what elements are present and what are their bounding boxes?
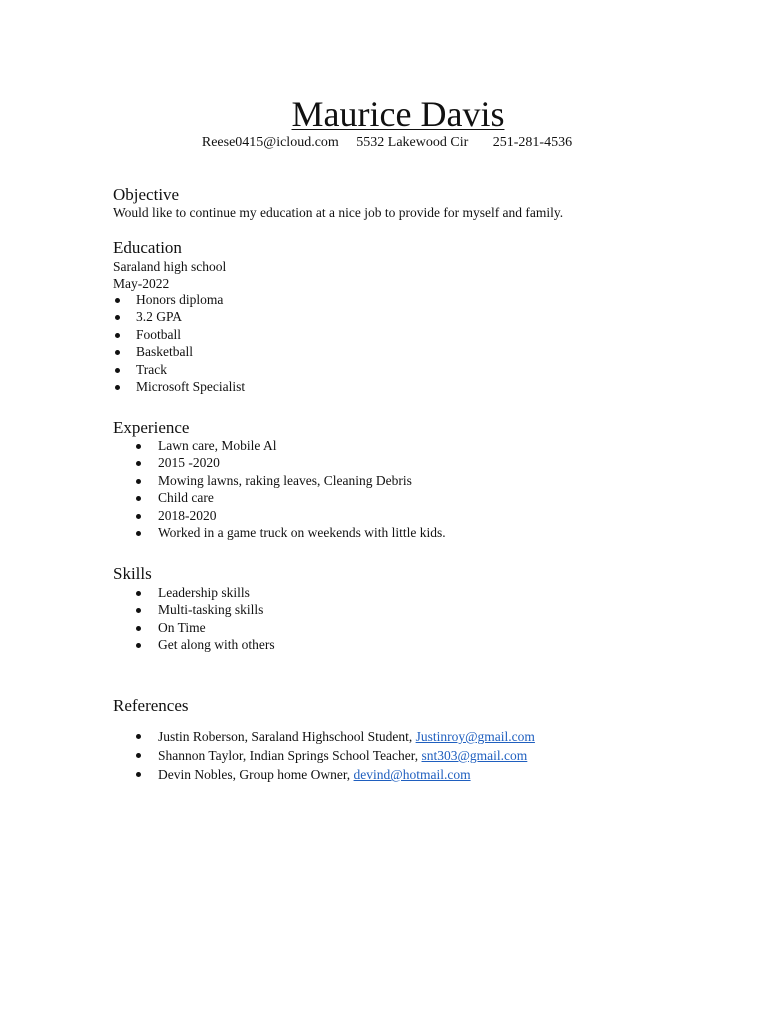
reference-text: Shannon Taylor, Indian Springs School Teacher, — [158, 748, 422, 763]
list-item — [136, 361, 245, 378]
education-date: May-2022 — [113, 276, 170, 291]
list-item — [158, 765, 535, 784]
skills-heading: Skills — [113, 564, 152, 583]
references-list — [158, 727, 535, 784]
bullet-icon — [115, 385, 120, 390]
list-item-text: Lawn care, Mobile Al — [158, 438, 277, 453]
reference-text: Devin Nobles, Group home Owner, — [158, 767, 354, 782]
list-item-text: On Time — [158, 619, 206, 635]
list-item — [136, 291, 245, 308]
bullet-icon — [115, 315, 120, 320]
reference-text: Justin Roberson, Saraland Highschool Student, — [158, 729, 416, 744]
list-item-text: Honors diploma — [136, 292, 224, 307]
list-item-text: Leadership skills — [158, 585, 250, 600]
bullet-icon — [136, 591, 141, 596]
bullet-icon — [136, 772, 141, 777]
list-item — [158, 584, 275, 601]
list-item — [158, 489, 446, 506]
list-item-text: Get along with others — [158, 637, 275, 653]
bullet-icon — [136, 531, 141, 536]
bullet-icon — [115, 350, 120, 355]
list-item-text: Mowing lawns, raking leaves, Cleaning Debris — [158, 472, 412, 488]
bullet-icon — [136, 496, 141, 501]
skills-list — [158, 584, 275, 654]
objective-text: Would like to continue my education at a nice job to provide for myself and family. — [113, 205, 564, 220]
references-heading: References — [113, 696, 189, 715]
list-item — [136, 378, 245, 395]
bullet-icon — [115, 298, 120, 303]
reference-email-link[interactable]: Justinroy@gmail.com — [415, 729, 535, 744]
list-item — [158, 601, 275, 618]
resume-name: Maurice Davis — [291, 94, 505, 134]
contact-line: Reese0415@icloud.com 5532 Lakewood Cir 251-281-4536 — [201, 135, 573, 150]
list-item-text: Microsoft Specialist — [136, 378, 246, 394]
reference-email-link[interactable]: devind@hotmail.com — [353, 767, 471, 782]
list-item — [158, 472, 446, 489]
list-item — [158, 727, 535, 746]
list-item-text: 2018-2020 — [158, 507, 217, 523]
bullet-icon — [136, 444, 141, 449]
bullet-icon — [136, 753, 141, 758]
bullet-icon — [136, 461, 141, 466]
list-item — [136, 343, 245, 360]
experience-list — [158, 437, 446, 541]
list-item-text: Multi-tasking skills — [158, 602, 264, 618]
list-item-text: Basketball — [136, 344, 193, 360]
bullet-icon — [115, 368, 120, 373]
list-item — [158, 619, 275, 636]
bullet-icon — [136, 608, 141, 613]
list-item-text: Football — [136, 326, 182, 342]
list-item — [158, 636, 275, 653]
list-item — [158, 437, 446, 454]
list-item — [136, 308, 245, 325]
list-item-text: 2015 -2020 — [158, 455, 220, 471]
bullet-icon — [136, 734, 141, 739]
list-item — [136, 326, 245, 343]
objective-heading: Objective — [113, 185, 180, 204]
list-item-text: Track — [136, 361, 168, 377]
bullet-icon — [136, 514, 141, 519]
bullet-icon — [115, 333, 120, 338]
reference-email-link[interactable]: snt303@gmail.com — [421, 748, 528, 763]
education-list — [136, 291, 245, 395]
education-school: Saraland high school — [113, 259, 227, 274]
list-item-text: Child care — [158, 490, 214, 506]
list-item — [158, 524, 446, 541]
list-item — [158, 746, 535, 765]
experience-heading: Experience — [113, 418, 190, 437]
list-item — [158, 454, 446, 471]
bullet-icon — [136, 643, 141, 648]
list-item — [158, 507, 446, 524]
bullet-icon — [136, 479, 141, 484]
education-heading: Education — [113, 238, 182, 257]
bullet-icon — [136, 626, 141, 631]
list-item-text: 3.2 GPA — [136, 309, 183, 325]
list-item-text: Worked in a game truck on weekends with little kids. — [158, 524, 446, 540]
